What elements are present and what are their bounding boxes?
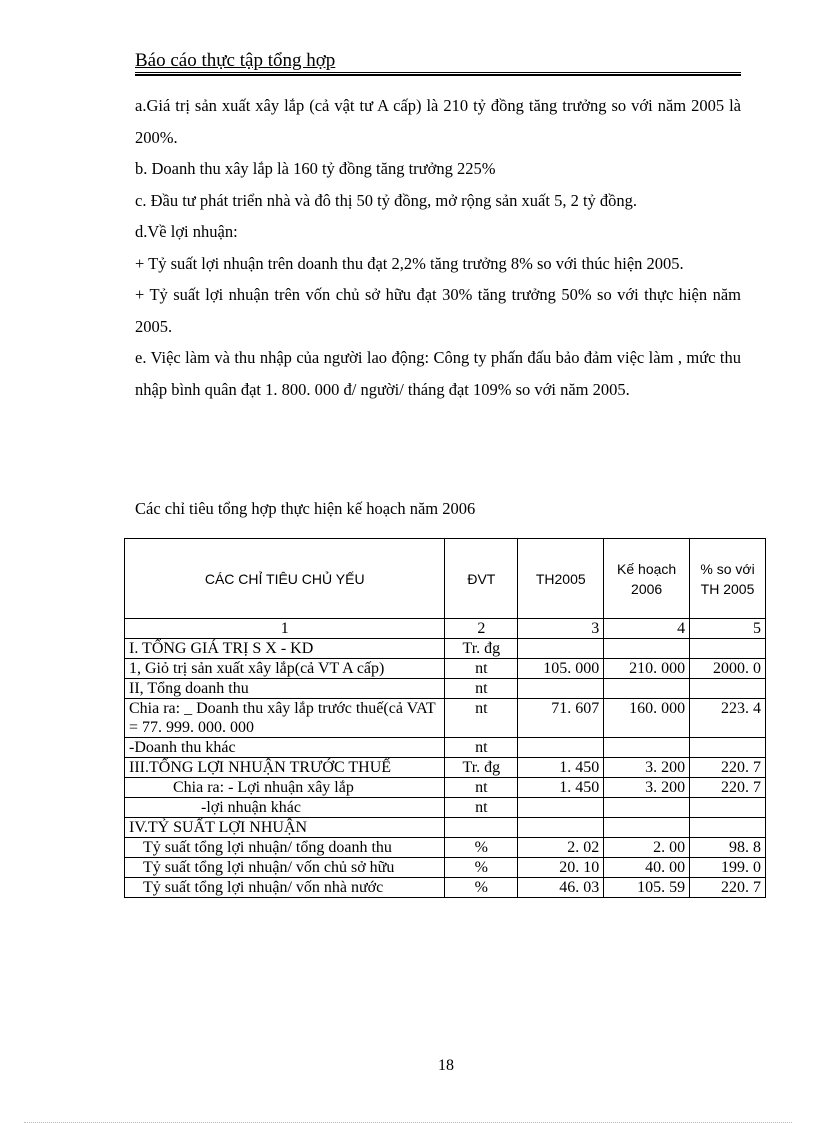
row-label-cell: Tỷ suất tổng lợi nhuận/ tổng doanh thu <box>125 838 445 858</box>
paragraph-c: c. Đầu tư phát triển nhà và đô thị 50 tỷ đồng, mở rộng sản xuất 5, 2 tỷ đồng. <box>135 190 638 210</box>
paragraph-d-1: + Tỷ suất lợi nhuận trên doanh thu đạt 2,2% tăng trưởng 8% so với thúc hiện 2005. <box>135 253 684 273</box>
header-unit: ĐVT <box>445 539 518 619</box>
paragraph-d-2: + Tỷ suất lợi nhuận trên vốn chủ sở hữu đạt 30% tăng trưởng 50% so với thực hiện năm 2005. <box>135 285 741 336</box>
row-unit-cell: nt <box>445 699 518 738</box>
header-title: Báo cáo thực tập tổng hợp <box>135 50 336 71</box>
row-label-cell: Tỷ suất tổng lợi nhuận/ vốn chủ sở hữu <box>125 858 445 878</box>
row-unit-cell: Tr. đg <box>445 758 518 778</box>
page-header <box>135 50 741 73</box>
row-th2005-cell <box>518 798 604 818</box>
row-plan-cell: 2. 00 <box>604 838 690 858</box>
index-cell: 4 <box>604 619 690 639</box>
table-row <box>125 738 766 758</box>
row-plan-cell: 40. 00 <box>604 858 690 878</box>
row-unit-cell: nt <box>445 738 518 758</box>
row-th2005-cell: 46. 03 <box>518 878 604 898</box>
row-unit-cell: % <box>445 878 518 898</box>
table-row <box>125 858 766 878</box>
table-row <box>125 659 766 679</box>
row-unit-cell: nt <box>445 798 518 818</box>
header-indicators: CÁC CHỈ TIÊU CHỦ YẾU <box>125 539 445 619</box>
row-plan-cell: 105. 59 <box>604 878 690 898</box>
row-percent-cell: 220. 7 <box>690 878 766 898</box>
row-percent-cell <box>690 798 766 818</box>
row-plan-cell: 3. 200 <box>604 778 690 798</box>
index-cell: 1 <box>125 619 445 639</box>
row-plan-cell: 210. 000 <box>604 659 690 679</box>
table-row <box>125 818 766 838</box>
row-th2005-cell: 20. 10 <box>518 858 604 878</box>
table-row <box>125 758 766 778</box>
row-label-cell: 1, Giỏ trị sản xuất xây lắp(cả VT A cấp) <box>125 659 445 679</box>
header-percent: % so với TH 2005 <box>690 539 766 619</box>
row-th2005-cell <box>518 679 604 699</box>
body-paragraphs <box>135 90 741 405</box>
row-plan-cell <box>604 818 690 838</box>
row-label-cell: Tỷ suất tổng lợi nhuận/ vốn nhà nước <box>125 878 445 898</box>
row-unit-cell: % <box>445 838 518 858</box>
table-row <box>125 878 766 898</box>
row-th2005-cell: 71. 607 <box>518 699 604 738</box>
index-cell: 5 <box>690 619 766 639</box>
paragraph-e: e. Việc làm và thu nhập của người lao động: Công ty phấn đấu bảo đảm việc làm , mức thu nhập bình quân đạt 1. 800. 000 đ/ người/ tháng đạt 109% so với năm 2005. <box>135 348 741 399</box>
index-cell: 3 <box>518 619 604 639</box>
table-row <box>125 699 766 738</box>
table-header-row <box>125 539 766 619</box>
table-caption: Các chỉ tiêu tổng hợp thực hiện kế hoạch năm 2006 <box>135 499 476 518</box>
header-plan-2006: Kế hoạch 2006 <box>604 539 690 619</box>
row-percent-cell: 223. 4 <box>690 699 766 738</box>
row-th2005-cell: 105. 000 <box>518 659 604 679</box>
row-label-cell: Chia ra: _ Doanh thu xây lắp trước thuế(cả VAT = 77. 999. 000. 000 <box>125 699 445 738</box>
row-th2005-cell: 1. 450 <box>518 758 604 778</box>
index-cell: 2 <box>445 619 518 639</box>
row-label-cell: -lợi nhuận khác <box>125 798 445 818</box>
row-th2005-cell: 2. 02 <box>518 838 604 858</box>
row-percent-cell <box>690 639 766 659</box>
row-label-cell: Chia ra: - Lợi nhuận xây lắp <box>125 778 445 798</box>
row-th2005-cell <box>518 818 604 838</box>
row-label-cell: III.TỔNG LỢI NHUẬN TRƯỚC THUẾ <box>125 758 445 778</box>
header-th2005: TH2005 <box>518 539 604 619</box>
table-row <box>125 798 766 818</box>
row-label-cell: IV.TỶ SUẤT LỢI NHUẬN <box>125 818 445 838</box>
table-row <box>125 679 766 699</box>
row-plan-cell: 160. 000 <box>604 699 690 738</box>
page-number: 18 <box>438 1057 454 1074</box>
paragraph-a: a.Giá trị sản xuất xây lắp (cả vật tư A cấp) là 210 tỷ đồng tăng trưởng so với năm 2005 là 200%. <box>135 96 741 147</box>
row-th2005-cell <box>518 738 604 758</box>
row-unit-cell: nt <box>445 659 518 679</box>
summary-table <box>124 538 766 898</box>
row-label-cell: -Doanh thu khác <box>125 738 445 758</box>
row-percent-cell: 220. 7 <box>690 778 766 798</box>
row-percent-cell: 220. 7 <box>690 758 766 778</box>
table-row <box>125 778 766 798</box>
row-th2005-cell: 1. 450 <box>518 778 604 798</box>
row-plan-cell <box>604 798 690 818</box>
table-row <box>125 639 766 659</box>
row-th2005-cell <box>518 639 604 659</box>
row-label-cell: II, Tổng doanh thu <box>125 679 445 699</box>
row-percent-cell: 199. 0 <box>690 858 766 878</box>
row-unit-cell: % <box>445 858 518 878</box>
row-plan-cell: 3. 200 <box>604 758 690 778</box>
paragraph-d: d.Về lợi nhuận: <box>135 222 238 241</box>
table-index-row <box>125 619 766 639</box>
row-plan-cell <box>604 738 690 758</box>
row-unit-cell: nt <box>445 679 518 699</box>
row-percent-cell <box>690 818 766 838</box>
table-row <box>125 838 766 858</box>
row-percent-cell: 2000. 0 <box>690 659 766 679</box>
paragraph-b: b. Doanh thu xây lắp là 160 tỷ đồng tăng trưởng 225% <box>135 159 496 178</box>
row-plan-cell <box>604 679 690 699</box>
row-percent-cell <box>690 738 766 758</box>
row-percent-cell: 98. 8 <box>690 838 766 858</box>
row-unit-cell: nt <box>445 778 518 798</box>
row-percent-cell <box>690 679 766 699</box>
row-unit-cell <box>445 818 518 838</box>
row-plan-cell <box>604 639 690 659</box>
row-label-cell: I. TỔNG GIÁ TRỊ S X - KD <box>125 639 445 659</box>
row-unit-cell: Tr. đg <box>445 639 518 659</box>
